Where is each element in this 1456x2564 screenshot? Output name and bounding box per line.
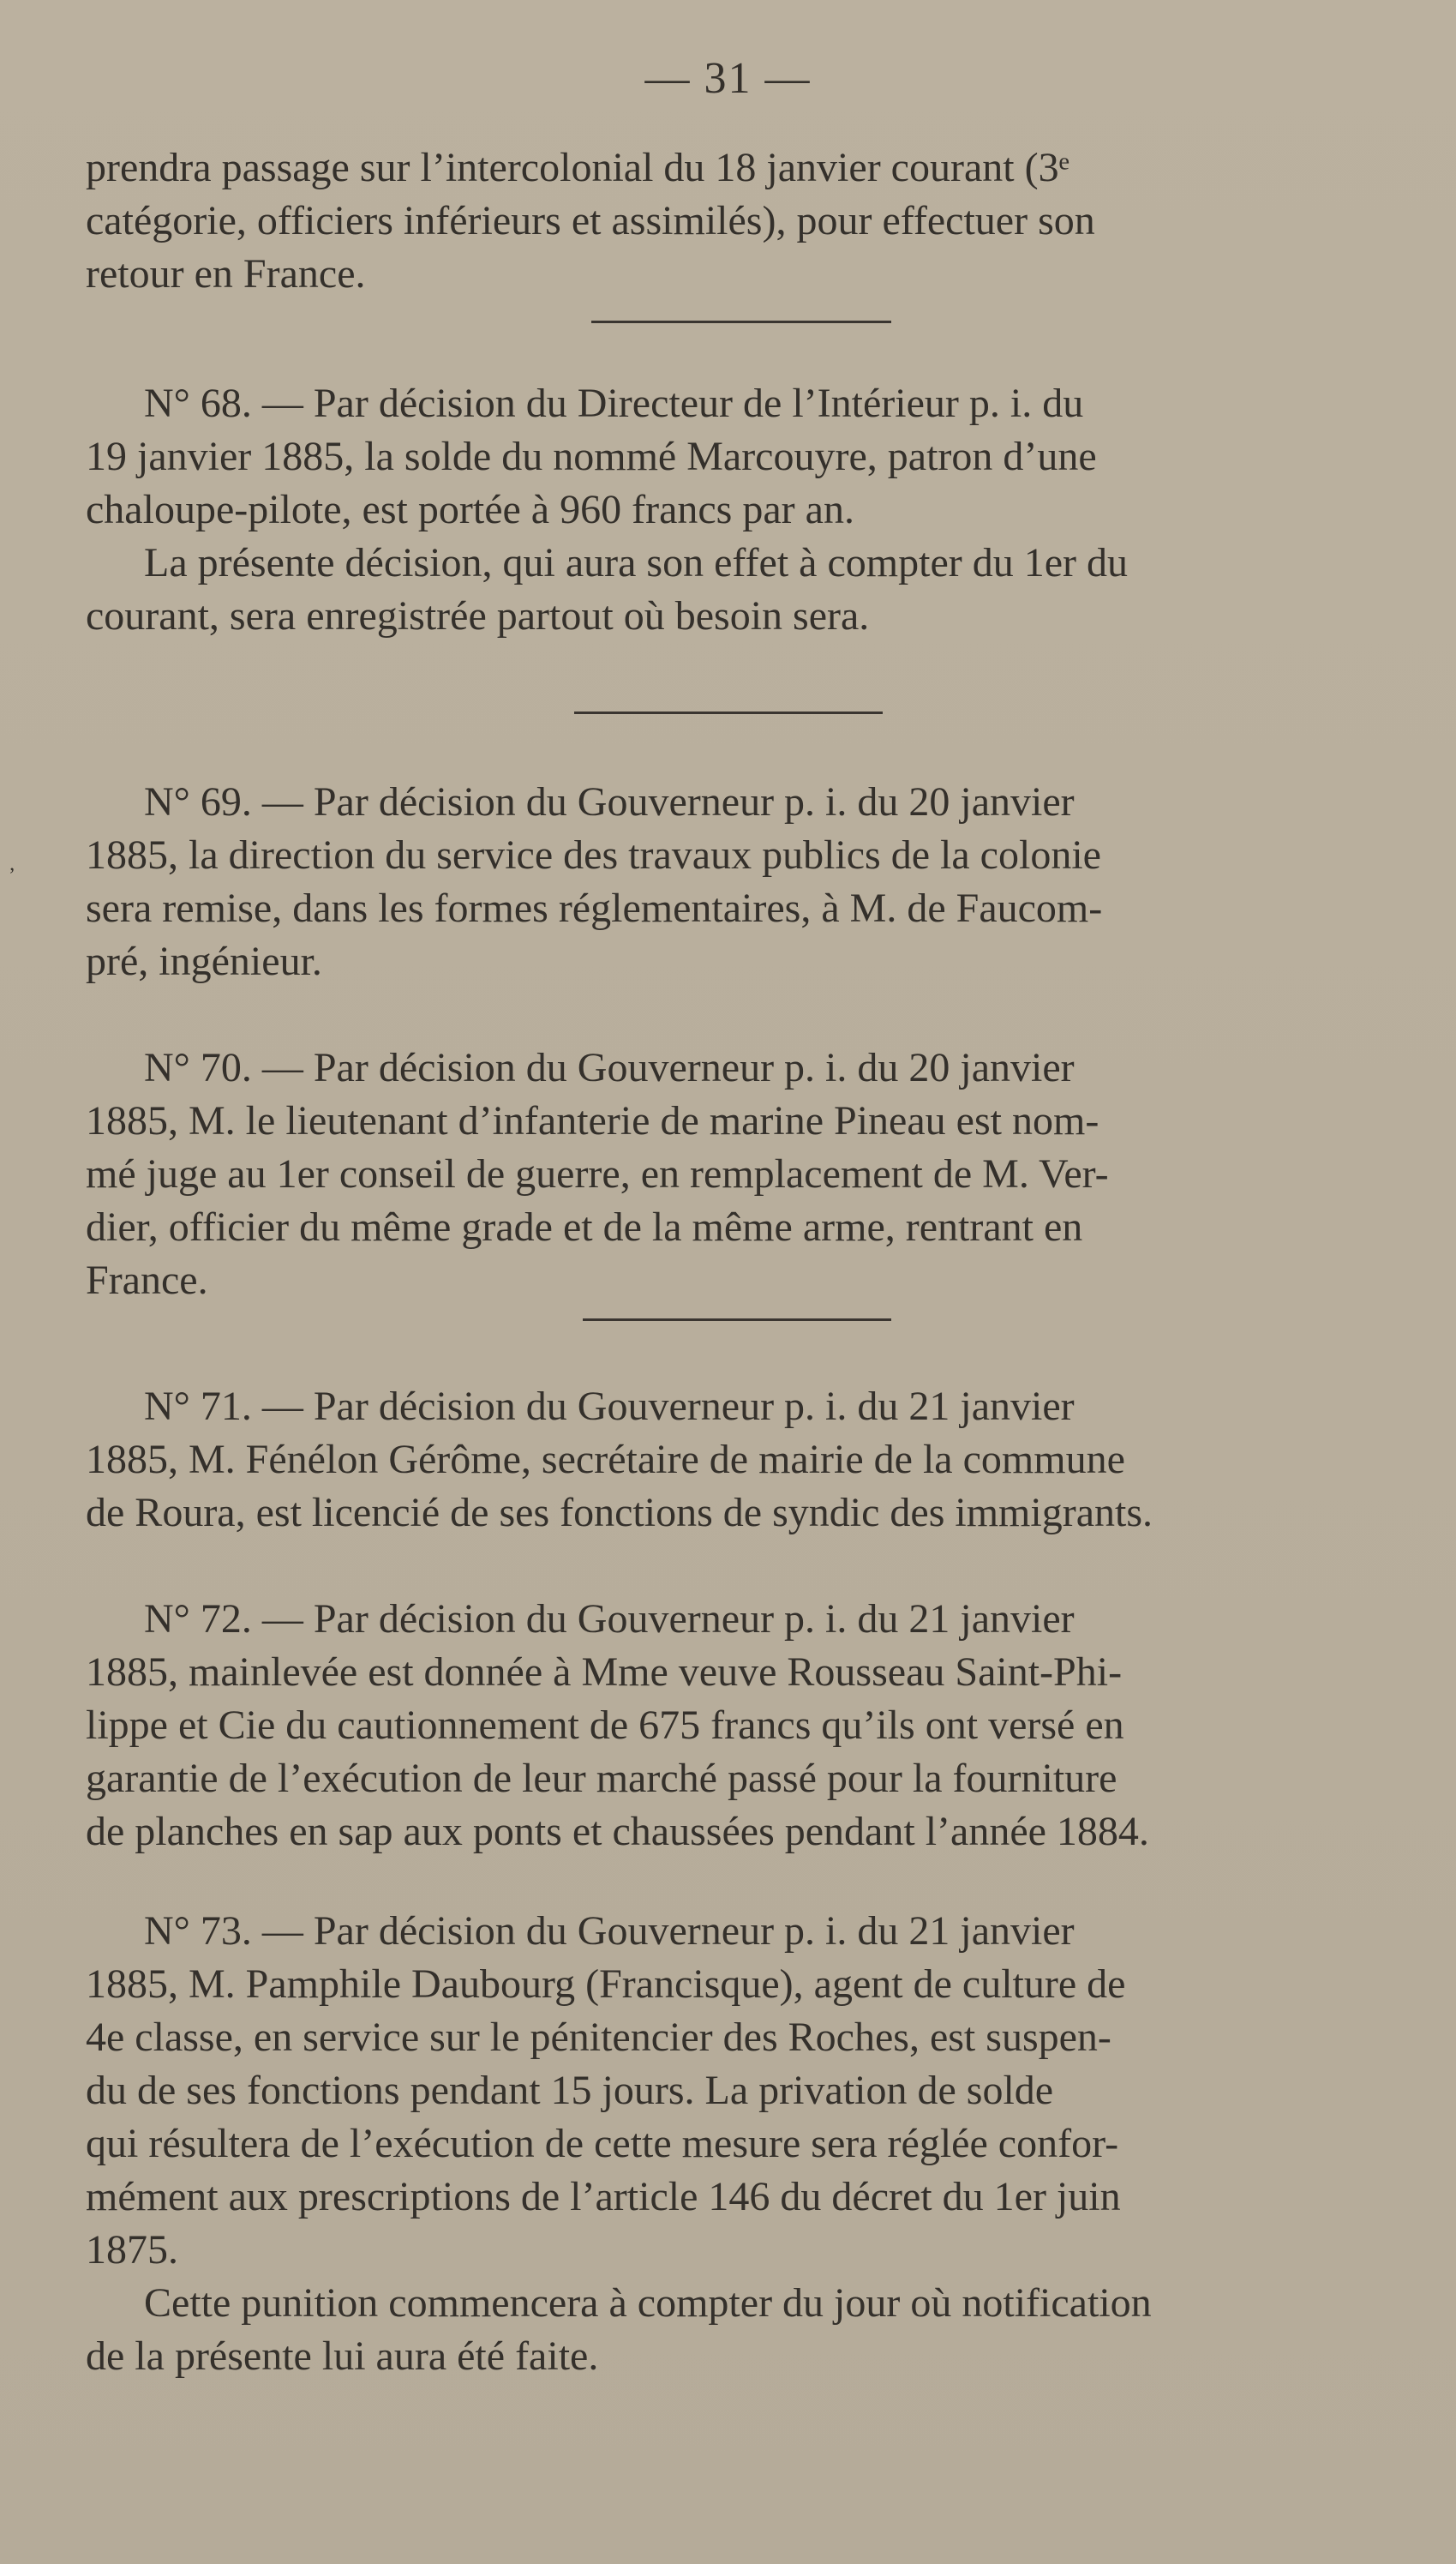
- decision-69: [86, 776, 1388, 988]
- text-line: mé juge au 1er conseil de guerre, en remplacement de M. Ver-: [86, 1151, 1109, 1197]
- text-line: dier, officier du même grade et de la même arme, rentrant en: [86, 1204, 1083, 1250]
- margin-mark: ‚: [9, 853, 15, 875]
- text-line: 4e classe, en service sur le pénitencier des Roches, est suspen-: [86, 2015, 1111, 2060]
- text-line: catégorie, officiers inférieurs et assimilés), pour effectuer son: [86, 198, 1095, 243]
- page-number: — 31 —: [644, 54, 812, 103]
- text-line: N° 68. — Par décision du Directeur de l’Intérieur p. i. du: [144, 381, 1084, 426]
- text-line: 1885, mainlevée est donnée à Mme veuve Rousseau Saint-Phi-: [86, 1649, 1123, 1695]
- text-line: 1885, M. Fénélon Gérôme, secrétaire de mairie de la commune: [86, 1437, 1125, 1482]
- text-line: courant, sera enregistrée partout où besoin sera.: [86, 593, 870, 639]
- text-line: lippe et Cie du cautionnement de 675 francs qu’ils ont versé en: [86, 1702, 1124, 1748]
- text-line: de Roura, est licencié de ses fonctions de syndic des immigrants.: [86, 1490, 1153, 1535]
- decision-70: [86, 1042, 1388, 1307]
- text-line: pré, ingénieur.: [86, 939, 322, 984]
- text-line: sera remise, dans les formes réglementaires, à M. de Faucom-: [86, 886, 1103, 931]
- decision-73: [86, 1905, 1388, 2383]
- section-divider: [583, 1318, 891, 1321]
- text-line: 1885, la direction du service des travaux publics de la colonie: [86, 832, 1101, 878]
- text-line: garantie de l’exécution de leur marché passé pour la fourniture: [86, 1756, 1117, 1801]
- text-line: La présente décision, qui aura son effet à compter du 1er du: [144, 540, 1129, 585]
- text-line: retour en France.: [86, 251, 366, 297]
- text-line: Cette punition commencera à compter du jour où notification: [144, 2280, 1152, 2326]
- text-line: de la présente lui aura été faite.: [86, 2333, 599, 2379]
- text-line: N° 71. — Par décision du Gouverneur p. i. du 21 janvier: [144, 1384, 1075, 1429]
- text-line: 1885, M. le lieutenant d’infanterie de marine Pineau est nom-: [86, 1098, 1099, 1144]
- text-line: N° 70. — Par décision du Gouverneur p. i. du 20 janvier: [144, 1045, 1075, 1090]
- text-line: prendra passage sur l’intercolonial du 18 janvier courant (3ᵉ: [86, 145, 1070, 190]
- text-line: du de ses fonctions pendant 15 jours. La privation de solde: [86, 2068, 1054, 2113]
- prelude-paragraph: [86, 141, 1388, 301]
- section-divider: [574, 712, 883, 714]
- text-line: de planches en sap aux ponts et chaussées pendant l’année 1884.: [86, 1809, 1149, 1854]
- section-divider: [591, 321, 891, 323]
- text-line: N° 73. — Par décision du Gouverneur p. i. du 21 janvier: [144, 1908, 1075, 1954]
- text-line: 1885, M. Pamphile Daubourg (Francisque), agent de culture de: [86, 1961, 1126, 2007]
- decision-72: [86, 1593, 1388, 1858]
- decision-71: [86, 1380, 1388, 1540]
- text-line: 19 janvier 1885, la solde du nommé Marcouyre, patron d’une: [86, 434, 1097, 479]
- text-line: N° 69. — Par décision du Gouverneur p. i. du 20 janvier: [144, 779, 1075, 825]
- text-line: 1875.: [86, 2227, 178, 2273]
- decision-68: [86, 377, 1388, 643]
- text-line: mément aux prescriptions de l’article 146 du décret du 1er juin: [86, 2174, 1121, 2219]
- text-line: N° 72. — Par décision du Gouverneur p. i. du 21 janvier: [144, 1596, 1075, 1642]
- text-line: qui résultera de l’exécution de cette mesure sera réglée confor-: [86, 2121, 1119, 2166]
- text-line: chaloupe-pilote, est portée à 960 francs par an.: [86, 487, 854, 532]
- text-line: France.: [86, 1258, 208, 1303]
